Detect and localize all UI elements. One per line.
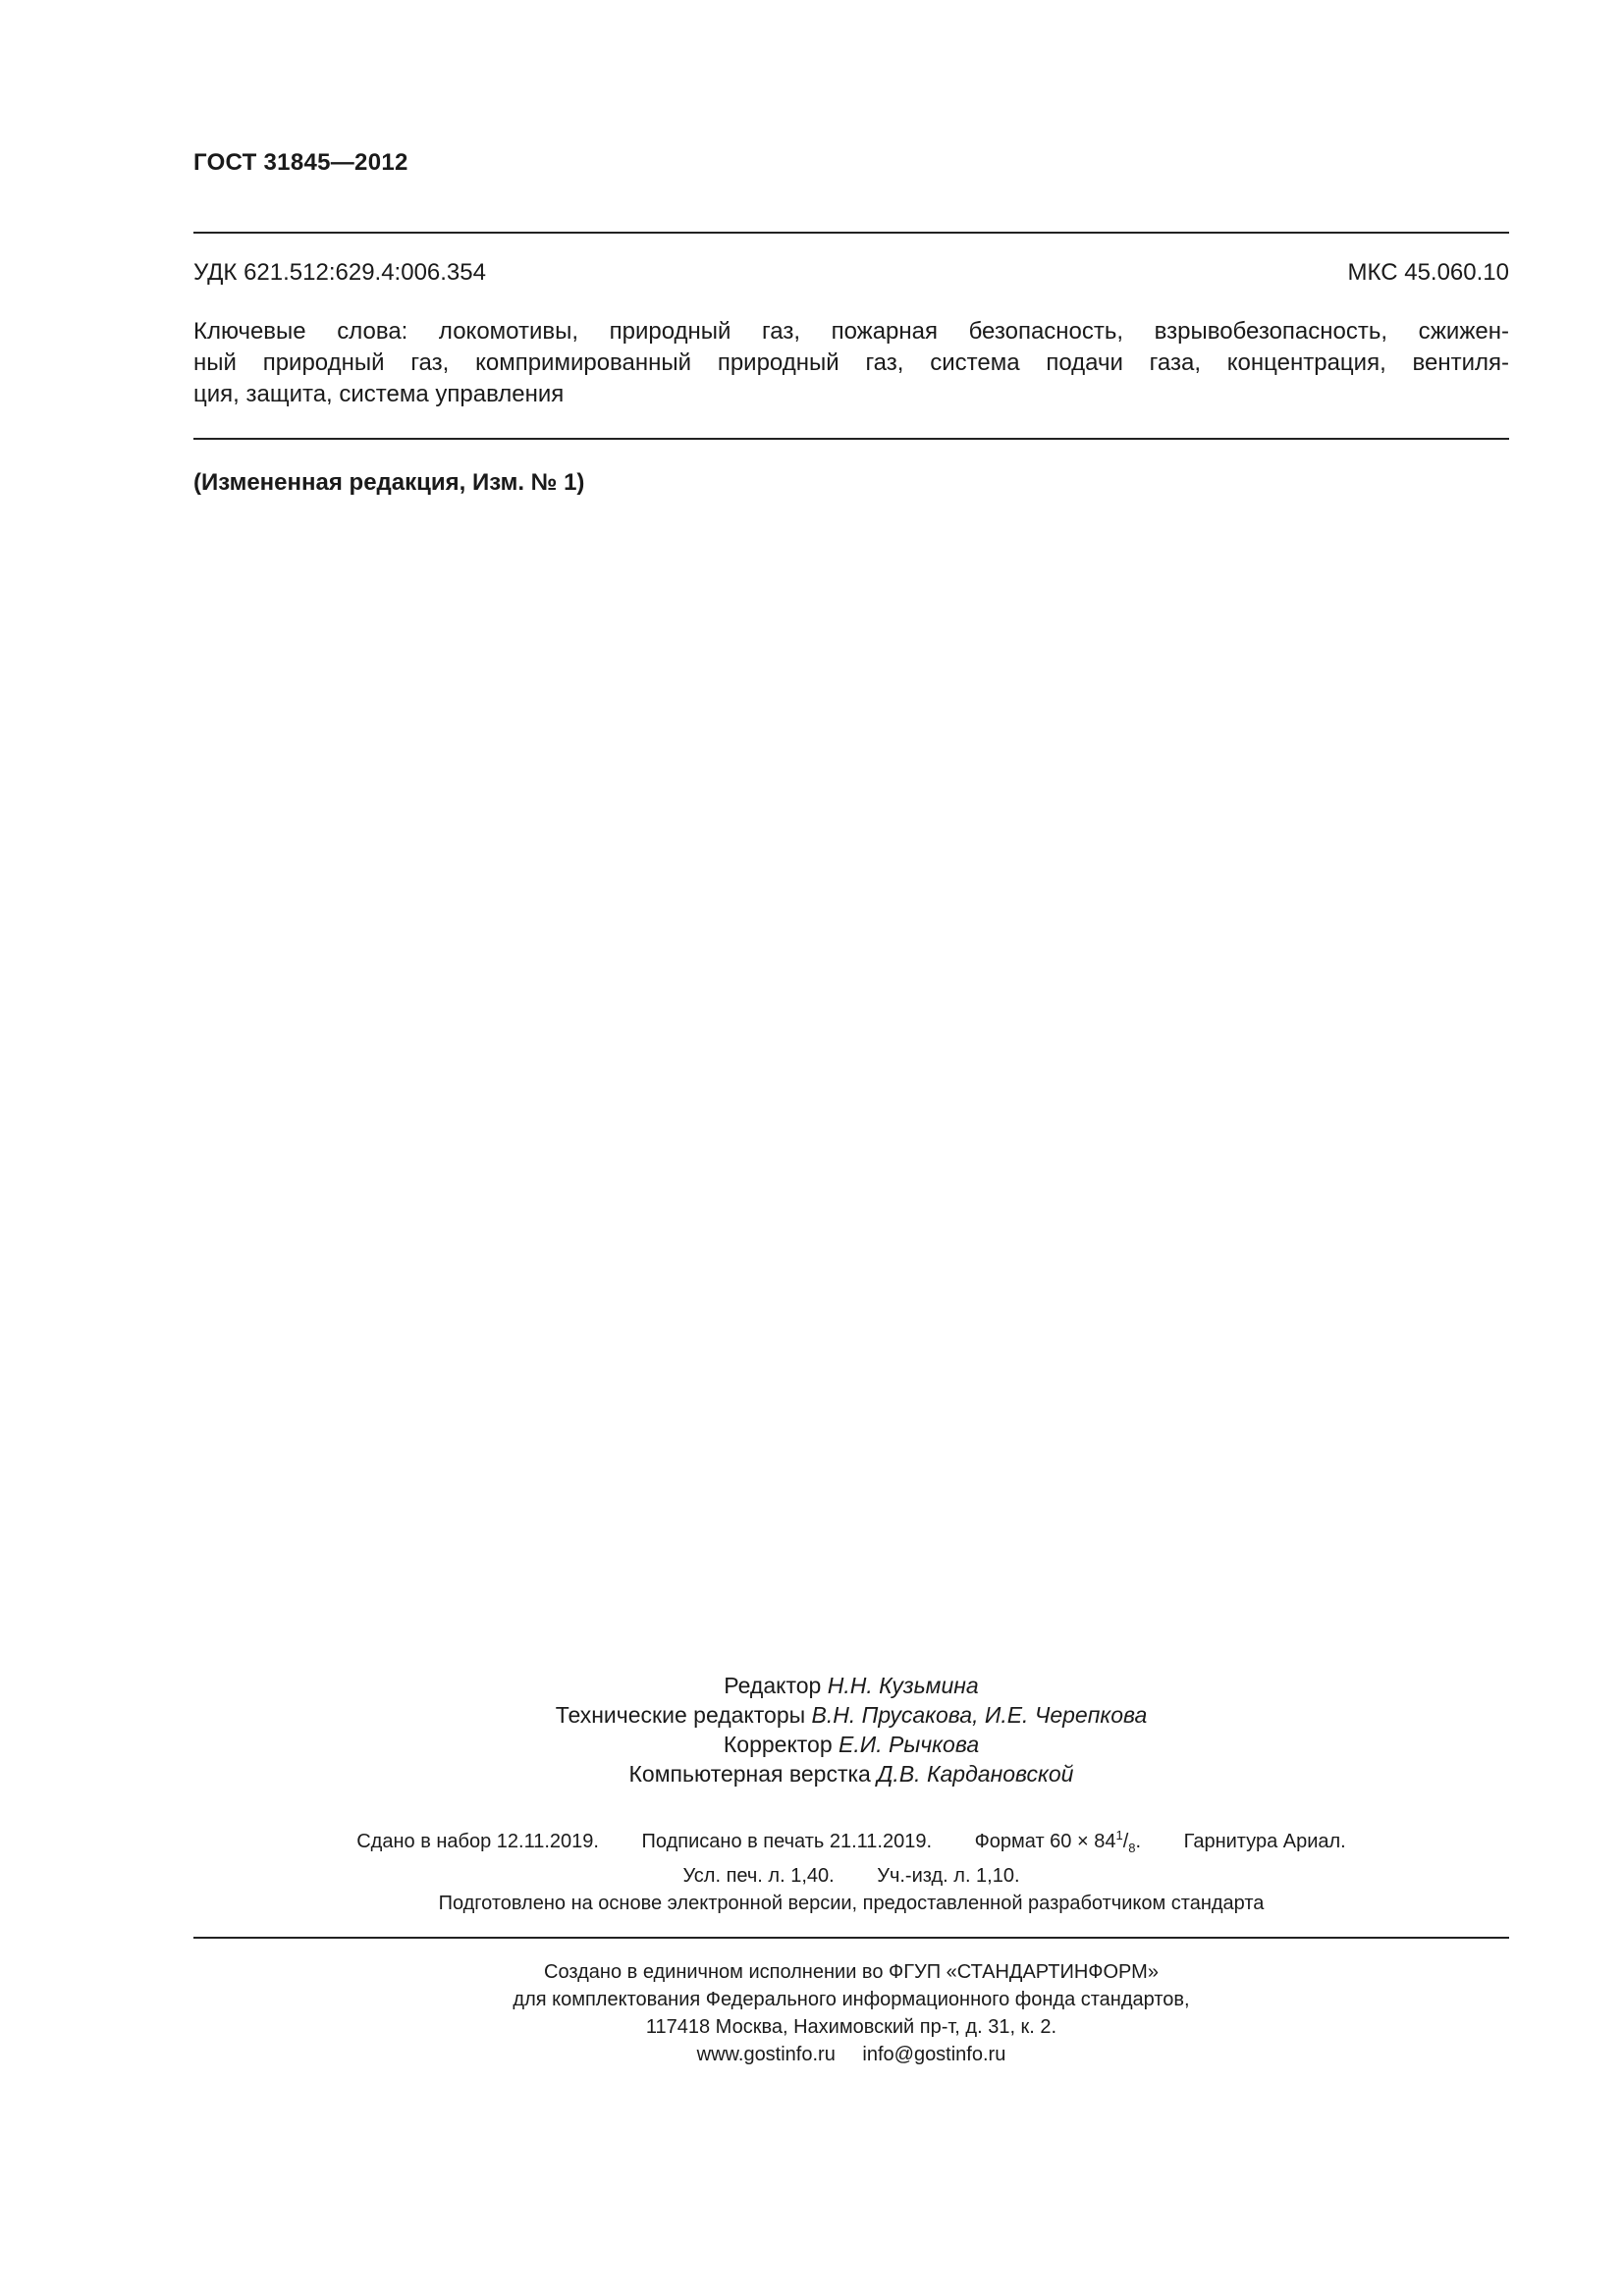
print-info-block xyxy=(193,1822,1509,1890)
standard-id-header: ГОСТ 31845—2012 xyxy=(193,149,408,176)
signed-date: Подписано в печать 21.11.2019. xyxy=(641,1831,933,1852)
editor-name: Н.Н. Кузьмина xyxy=(827,1673,979,1698)
editor-line xyxy=(193,1671,1509,1700)
corrector-name: Е.И. Рычкова xyxy=(839,1732,980,1757)
sheets-line xyxy=(193,1862,1509,1890)
format-slash: / xyxy=(1122,1831,1129,1852)
corrector-label: Корректор xyxy=(723,1732,833,1757)
credits-block xyxy=(193,1671,1509,1789)
classification-row xyxy=(193,259,1509,287)
format-prefix: Формат 60 × 84 xyxy=(974,1831,1116,1852)
website-link[interactable]: www.gostinfo.ru xyxy=(696,2044,836,2065)
keywords-line: ный природный газ, компримированный природный газ, система подачи газа, концентрация, вентиля- xyxy=(193,349,1509,376)
tech-editors-label: Технические редакторы xyxy=(555,1702,806,1728)
pub-sheets: Уч.-изд. л. 1,10. xyxy=(877,1865,1020,1887)
tech-editors-line xyxy=(193,1700,1509,1730)
email-link[interactable]: info@gostinfo.ru xyxy=(862,2044,1006,2065)
typeface: Гарнитура Ариал. xyxy=(1183,1831,1346,1852)
print-info-line xyxy=(193,1822,1509,1862)
keywords-line: ция, защита, система управления xyxy=(193,381,565,407)
mks-code: МКС 45.060.10 xyxy=(1347,259,1509,286)
prepared-note: Подготовлено на основе электронной версии, предоставленной разработчиком стандарта xyxy=(438,1893,1265,1914)
top-divider xyxy=(193,232,1509,234)
format-numerator: 1 xyxy=(1115,1828,1123,1842)
udk-code: УДК 621.512:629.4:006.354 xyxy=(193,259,486,286)
layout-line xyxy=(193,1759,1509,1789)
format-end: . xyxy=(1135,1831,1142,1852)
format-denominator: 8 xyxy=(1128,1841,1136,1855)
paper-format xyxy=(974,1828,1142,1855)
corrector-line xyxy=(193,1730,1509,1759)
footer-address: 117418 Москва, Нахимовский пр-т, д. 31, к. 2. xyxy=(645,2016,1057,2038)
tech-editors-names: В.Н. Прусакова, И.Е. Черепкова xyxy=(811,1702,1148,1728)
amendment-note: (Измененная редакция, Изм. № 1) xyxy=(193,469,585,496)
editor-label: Редактор xyxy=(724,1673,822,1698)
keywords-line: Ключевые слова: локомотивы, природный газ, пожарная безопасность, взрывобезопасность, сжижен- xyxy=(193,318,1509,345)
footer-contacts xyxy=(193,2041,1509,2068)
layout-label: Компьютерная верстка xyxy=(628,1761,871,1787)
keywords-block xyxy=(193,316,1509,410)
keywords-divider xyxy=(193,438,1509,440)
layout-name: Д.В. Кардановской xyxy=(877,1761,1074,1787)
typeset-date: Сдано в набор 12.11.2019. xyxy=(356,1831,599,1852)
print-sheets: Усл. печ. л. 1,40. xyxy=(682,1865,835,1887)
footer-line: Создано в единичном исполнении во ФГУП «СТАНДАРТИНФОРМ» xyxy=(544,1961,1159,1983)
publisher-footer xyxy=(193,1958,1509,2068)
footer-divider xyxy=(193,1937,1509,1939)
footer-line: для комплектования Федерального информационного фонда стандартов, xyxy=(513,1989,1190,2010)
